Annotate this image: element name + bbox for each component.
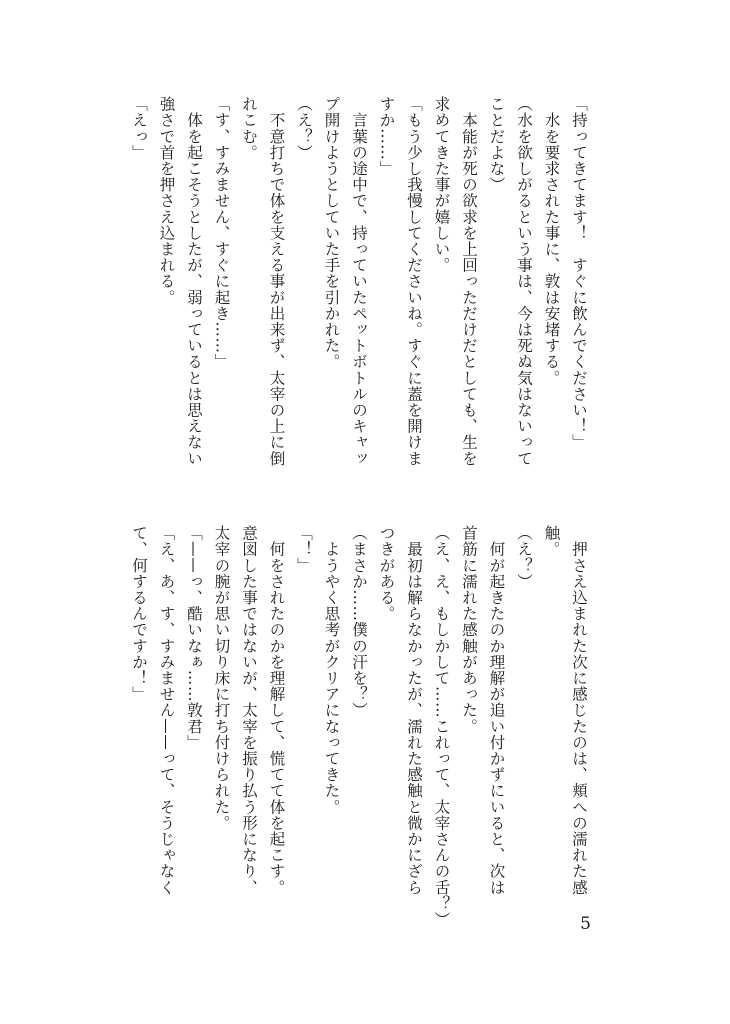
text-line: すか……」 — [377, 96, 396, 177]
text-line: 求めてきた事が嬉しい。 — [432, 96, 451, 274]
text-block-top — [125, 96, 593, 521]
text-line: 意図した事ではないが、太宰を振り払う形になり、 — [240, 525, 258, 896]
text-line: 首筋に濡れた感触があった。 — [460, 525, 478, 735]
text-line: （まさか……僕の汗を？） — [350, 525, 368, 719]
text-line: 不意打ちで体を支える事が出来ず、太宰の上に倒 — [267, 96, 286, 467]
text-line: て、何するんですか！」 — [130, 525, 148, 703]
text-line: 触。 — [542, 525, 561, 558]
text-line: 「え、あ、す、すみません——って、そうじゃなく — [157, 525, 176, 896]
text-line: れこむ。 — [240, 96, 258, 161]
text-line: ようやく思考がクリアになってきた。 — [322, 525, 341, 815]
text-line: 体を起こそうとしたが、弱っているとは思えない — [185, 96, 203, 467]
text-line: 何をされたのかを理解して、慌てて体を起こす。 — [267, 525, 286, 896]
text-line: 「もう少し我慢してくださいね。すぐに蓋を開けま — [405, 96, 423, 467]
text-line: 「！」 — [295, 525, 313, 574]
text-line: （え、え、もしかして……これって、太宰さんの舌？） — [432, 525, 451, 928]
text-line: （水を欲しがるという事は、今は死ぬ気はないって — [515, 96, 533, 467]
text-line: （え？） — [295, 96, 313, 161]
text-line: 太宰の腕が思い切り床に打ち付けられた。 — [212, 525, 231, 831]
text-line: 最初は解らなかったが、濡れた感触と微かにざら — [405, 525, 423, 896]
text-line: 本能が死の欲求を上回っただけだとしても、生を — [460, 96, 478, 467]
text-block-bottom — [125, 525, 593, 930]
text-line: ことだよな） — [487, 96, 506, 193]
text-line: プ開けようとしていた手を引かれた。 — [322, 96, 341, 370]
text-line: （え？） — [515, 525, 533, 590]
text-line: 「持ってきてます！ すぐに飲んでください！」 — [570, 96, 588, 451]
text-line: つきがある。 — [377, 525, 396, 622]
text-line: 水を要求された事に、敦は安堵する。 — [542, 96, 561, 386]
text-line: 強さで首を押さえ込まれる。 — [157, 96, 176, 306]
text-line: 「す、すみません、すぐに起き……」 — [212, 96, 231, 370]
text-line: 「——っ、酷いなぁ……敦君」 — [185, 525, 203, 751]
text-line: 何が起きたのか理解が追い付かずにいると、次は — [487, 525, 506, 896]
text-line: 「えっ」 — [130, 96, 148, 161]
text-line: 言葉の途中で、持っていたペットボトルのキャッ — [350, 96, 368, 467]
page-number: 5 — [580, 914, 591, 934]
text-line: 押さえ込まれた次に感じたのは、頬への濡れた感 — [570, 525, 588, 896]
